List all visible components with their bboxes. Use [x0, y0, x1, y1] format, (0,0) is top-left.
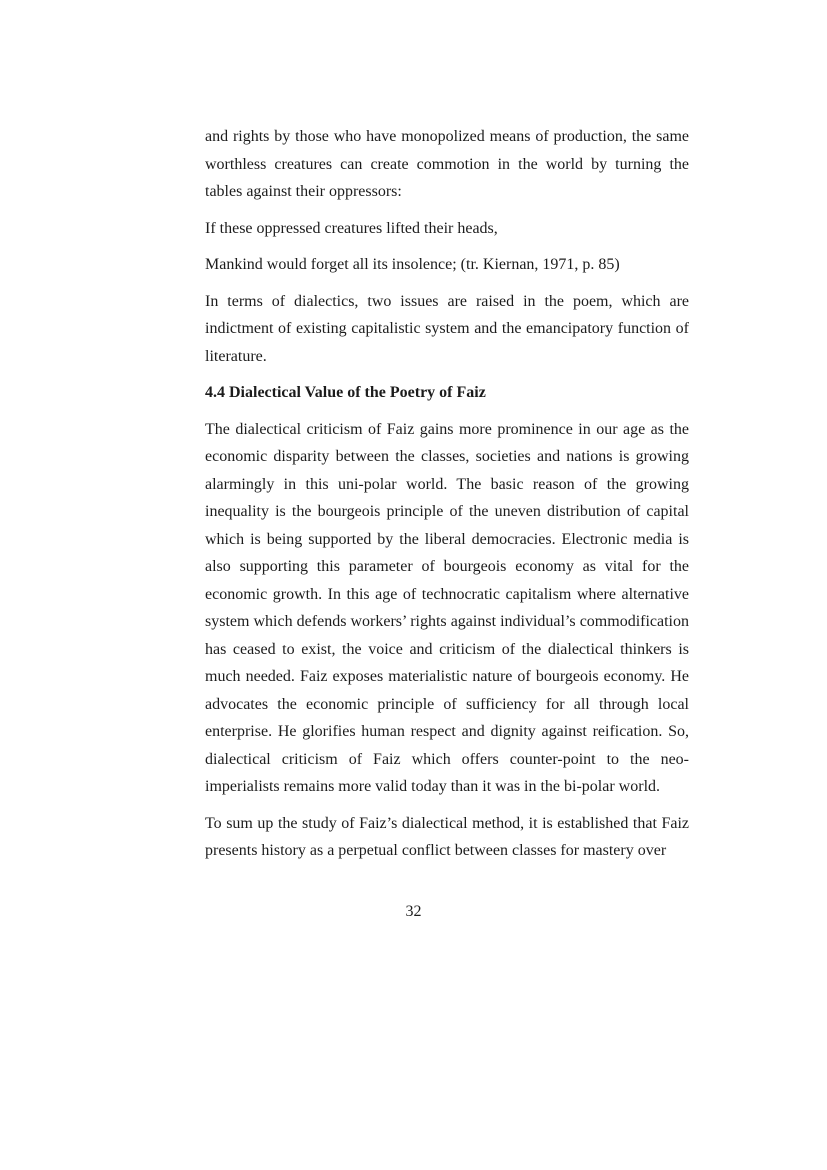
verse-line-2: Mankind would forget all its insolence; (tr. Kiernan, 1971, p. 85) — [205, 256, 620, 273]
paragraph-continuation: and rights by those who have monopolized means of production, the same worthless creatures can create commotion in the world by turning the tables against their oppressors: — [205, 128, 689, 200]
paragraph-dialectical-value: The dialectical criticism of Faiz gains more prominence in our age as the economic disparity between the classes, societies and nations is growing alarmingly in this uni-polar world. The basic reason of the growing inequality is the bourgeois principle of the uneven distribution of capital which is being supported by the liberal democracies. Electronic media is also supporting this parameter of bourgeois economy as vital for the economic growth. In this age of technocratic capitalism where alternative system which defends workers’ rights against individual’s commodification has ceased to exist, the voice and criticism of the dialectical thinkers is much needed. Faiz exposes materialistic nature of bourgeois economy. He advocates the economic principle of sufficiency for all through local enterprise. He glorifies human respect and dignity against reification. So, dialectical criticism of Faiz which offers counter-point to the neo-imperialists remains more valid today than it was in the bi-polar world. — [205, 420, 689, 795]
page-number: 32 — [405, 903, 422, 920]
paragraph-summary: To sum up the study of Faiz’s dialectical method, it is established that Faiz presents history as a perpetual conflict between classes for mastery over — [205, 814, 689, 859]
page-body — [205, 123, 689, 865]
paragraph-dialectics: In terms of dialectics, two issues are raised in the poem, which are indictment of existing capitalistic system and the emancipatory function of literature. — [205, 292, 689, 365]
section-heading: 4.4 Dialectical Value of the Poetry of Faiz — [205, 384, 486, 401]
verse-line-1: If these oppressed creatures lifted their heads, — [205, 219, 498, 237]
